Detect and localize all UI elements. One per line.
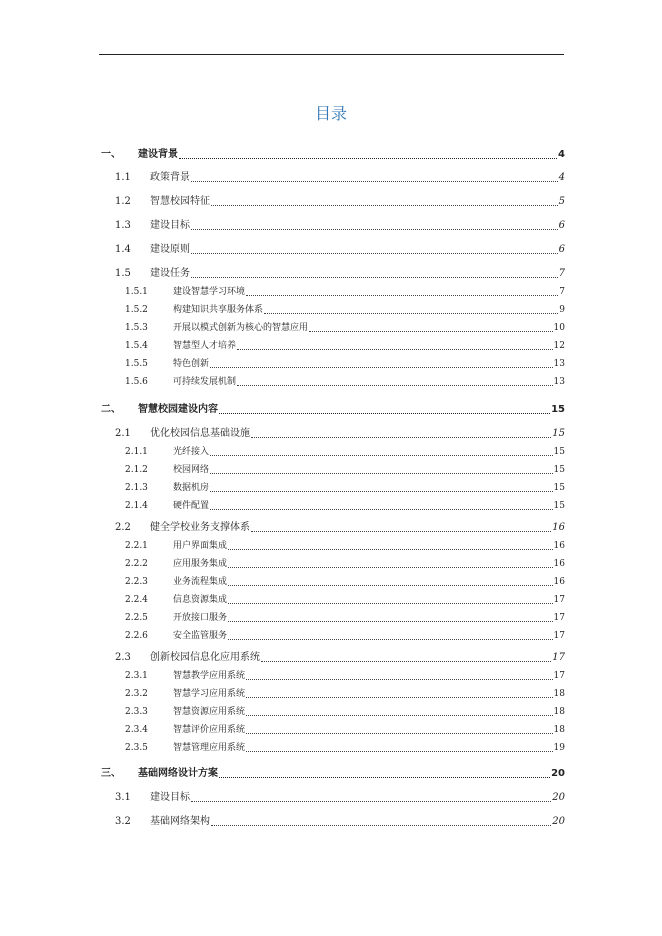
- toc-entry[interactable]: [125, 444, 565, 458]
- toc-entry-page: 6: [558, 244, 565, 255]
- toc-entry-page: 18: [553, 689, 565, 699]
- toc-entry[interactable]: [115, 520, 565, 534]
- toc-entry-page: 10: [553, 323, 565, 333]
- dot-leader: [191, 229, 558, 230]
- toc-entry-page: 4: [558, 149, 565, 160]
- toc-entry-title: 智慧教学应用系统: [173, 671, 246, 681]
- toc-entry[interactable]: [125, 574, 565, 588]
- toc-entry-number: 1.1: [115, 172, 131, 183]
- toc-entry[interactable]: [125, 704, 565, 718]
- dot-leader: [210, 367, 553, 368]
- toc-entry-title: 智慧评价应用系统: [173, 725, 246, 735]
- dot-leader: [246, 295, 558, 296]
- toc-entry[interactable]: [101, 402, 565, 416]
- toc-entry-page: 15: [552, 428, 565, 439]
- toc-entry-page: 17: [553, 613, 565, 623]
- toc-entry[interactable]: [125, 338, 565, 352]
- toc-entry-number: 2.1.1: [125, 447, 148, 457]
- dot-leader: [246, 715, 553, 716]
- header-rule: [99, 54, 564, 55]
- toc-entry-page: 12: [553, 341, 565, 351]
- toc-entry-title: 应用服务集成: [173, 559, 228, 569]
- toc-entry-page: 19: [553, 743, 565, 753]
- dot-leader: [219, 777, 550, 778]
- toc-entry-number: 1.4: [115, 244, 131, 255]
- toc-entry-number: 1.5.4: [125, 341, 148, 351]
- toc-entry[interactable]: [125, 592, 565, 606]
- toc-entry-page: 7: [558, 268, 565, 279]
- toc-entry-title: 数据机房: [173, 483, 210, 493]
- toc-entry-page: 20: [552, 792, 565, 803]
- toc-entry[interactable]: [115, 266, 565, 280]
- dot-leader: [228, 567, 553, 568]
- toc-entry-title: 建设智慧学习环境: [173, 287, 246, 297]
- toc-entry[interactable]: [115, 814, 565, 828]
- toc-entry-title: 业务流程集成: [173, 577, 228, 587]
- toc-entry-title: 政策背景: [150, 172, 190, 183]
- toc-title: 目录: [314, 104, 347, 123]
- dot-leader: [191, 253, 558, 254]
- toc-entry-title: 创新校园信息化应用系统: [150, 652, 260, 663]
- dot-leader: [237, 349, 553, 350]
- toc-entry-title: 智慧校园特征: [150, 196, 210, 207]
- toc-entry-number: 1.5.3: [125, 323, 148, 333]
- dot-leader: [191, 277, 558, 278]
- dot-leader: [228, 603, 553, 604]
- toc-entry-page: 15: [553, 465, 565, 475]
- toc-entry-title: 智慧校园建设内容: [138, 404, 218, 415]
- toc-entry[interactable]: [125, 686, 565, 700]
- dot-leader: [210, 509, 553, 510]
- toc-entry-page: 4: [558, 172, 565, 183]
- toc-entry-number: 2.2: [115, 522, 131, 533]
- toc-entry[interactable]: [125, 302, 565, 316]
- toc-entry[interactable]: [115, 218, 565, 232]
- toc-entry[interactable]: [125, 284, 565, 298]
- toc-entry-number: 2.3: [115, 652, 131, 663]
- toc-entry[interactable]: [125, 722, 565, 736]
- dot-leader: [179, 158, 557, 159]
- toc-entry-number: 1.5.1: [125, 287, 148, 297]
- dot-leader: [228, 585, 553, 586]
- dot-leader: [261, 661, 551, 662]
- toc-entry-title: 建设任务: [150, 268, 190, 279]
- dot-leader: [246, 679, 553, 680]
- toc-entry-number: 1.5.6: [125, 377, 148, 387]
- dot-leader: [264, 313, 558, 314]
- toc-entry-number: 2.3.3: [125, 707, 148, 717]
- toc-entry-title: 建设原则: [150, 244, 190, 255]
- dot-leader: [228, 621, 553, 622]
- dot-leader: [191, 801, 551, 802]
- toc-entry-title: 建设背景: [138, 149, 178, 160]
- toc-entry-page: 20: [551, 768, 565, 779]
- toc-entry-page: 16: [553, 559, 565, 569]
- toc-entry[interactable]: [125, 668, 565, 682]
- toc-entry-number: 2.2.6: [125, 631, 148, 641]
- toc-entry-number: 2.2.3: [125, 577, 148, 587]
- toc-entry-title: 用户界面集成: [173, 541, 228, 551]
- toc-entry-title: 可持续发展机制: [173, 377, 237, 387]
- toc-entry[interactable]: [115, 790, 565, 804]
- toc-entry-page: 15: [553, 501, 565, 511]
- dot-leader: [211, 205, 558, 206]
- toc-entry-number: 2.3.1: [125, 671, 148, 681]
- dot-leader: [237, 385, 553, 386]
- dot-leader: [191, 181, 558, 182]
- toc-entry[interactable]: [125, 462, 565, 476]
- toc-entry-title: 建设目标: [150, 220, 190, 231]
- dot-leader: [246, 733, 553, 734]
- toc-entry-title: 硬件配置: [173, 501, 210, 511]
- toc-entry[interactable]: [125, 498, 565, 512]
- toc-entry-title: 开展以模式创新为核心的智慧应用: [173, 323, 309, 333]
- toc-entry[interactable]: [115, 170, 565, 184]
- toc-entry[interactable]: [115, 194, 565, 208]
- toc-entry-title: 智慧型人才培养: [173, 341, 237, 351]
- toc-entry-title: 开放接口服务: [173, 613, 228, 623]
- toc-entry-number: 2.2.1: [125, 541, 148, 551]
- toc-entry[interactable]: [115, 426, 565, 440]
- toc-entry-number: 1.2: [115, 196, 131, 207]
- toc-entry-page: 16: [552, 522, 565, 533]
- dot-leader: [228, 639, 553, 640]
- toc-entry[interactable]: [125, 610, 565, 624]
- toc-entry-number: 2.1.4: [125, 501, 148, 511]
- toc-entry-page: 17: [553, 595, 565, 605]
- toc-entry-title: 智慧资源应用系统: [173, 707, 246, 717]
- toc-entry-title: 优化校园信息基础设施: [150, 428, 250, 439]
- toc-entry-number: 二、: [101, 404, 121, 415]
- dot-leader: [251, 531, 551, 532]
- toc-entry-number: 1.3: [115, 220, 131, 231]
- toc-entry-page: 18: [553, 707, 565, 717]
- toc-entry-title: 基础网络设计方案: [138, 768, 218, 779]
- toc-entry[interactable]: [125, 374, 565, 388]
- toc-entry-title: 安全监管服务: [173, 631, 228, 641]
- toc-entry[interactable]: [125, 628, 565, 642]
- dot-leader: [219, 413, 550, 414]
- dot-leader: [228, 549, 553, 550]
- dot-leader: [251, 437, 551, 438]
- toc-entry-page: 20: [552, 816, 565, 827]
- toc-entry-title: 基础网络架构: [150, 816, 210, 827]
- toc-entry-title: 校园网络: [173, 465, 210, 475]
- toc-entry[interactable]: [115, 242, 565, 256]
- dot-leader: [210, 491, 553, 492]
- toc-entry-number: 2.2.4: [125, 595, 148, 605]
- toc-entry-title: 信息资源集成: [173, 595, 228, 605]
- toc-entry-page: 6: [558, 220, 565, 231]
- toc-entry-page: 7: [559, 287, 565, 297]
- toc-entry[interactable]: [125, 356, 565, 370]
- toc-entry-page: 9: [559, 305, 565, 315]
- toc-entry-page: 15: [553, 483, 565, 493]
- toc-entry-number: 三、: [101, 768, 121, 779]
- toc-entry-number: 2.1.3: [125, 483, 148, 493]
- toc-entry-page: 16: [553, 577, 565, 587]
- toc-entry-number: 2.2.2: [125, 559, 148, 569]
- toc-entry[interactable]: [101, 766, 565, 780]
- toc-entry-title: 健全学校业务支撑体系: [150, 522, 250, 533]
- toc-entry-title: 智慧管理应用系统: [173, 743, 246, 753]
- toc-entry-title: 特色创新: [173, 359, 210, 369]
- dot-leader: [246, 697, 553, 698]
- toc-entry[interactable]: [115, 650, 565, 664]
- toc-entry-page: 13: [553, 359, 565, 369]
- toc-entry-number: 2.3.2: [125, 689, 148, 699]
- toc-entry-title: 建设目标: [150, 792, 190, 803]
- toc-entry[interactable]: [125, 556, 565, 570]
- dot-leader: [309, 331, 553, 332]
- toc-entry-title: 智慧学习应用系统: [173, 689, 246, 699]
- toc-entry-number: 1.5.2: [125, 305, 148, 315]
- toc-entry-number: 2.3.5: [125, 743, 148, 753]
- toc-entry-page: 17: [553, 671, 565, 681]
- toc-entry[interactable]: [101, 147, 565, 161]
- toc-entry-title: 光纤接入: [173, 447, 210, 457]
- toc-entry-page: 15: [553, 447, 565, 457]
- toc-entry[interactable]: [125, 480, 565, 494]
- toc-entry-number: 2.3.4: [125, 725, 148, 735]
- toc-entry-page: 13: [553, 377, 565, 387]
- toc-entry-number: 1.5.5: [125, 359, 148, 369]
- dot-leader: [211, 825, 551, 826]
- toc-entry-number: 一、: [101, 149, 121, 160]
- toc-entry-page: 17: [552, 652, 565, 663]
- toc-entry-number: 2.1: [115, 428, 131, 439]
- dot-leader: [246, 751, 553, 752]
- toc-entry[interactable]: [125, 320, 565, 334]
- toc-entry-number: 2.2.5: [125, 613, 148, 623]
- toc-entry[interactable]: [125, 740, 565, 754]
- toc-entry[interactable]: [125, 538, 565, 552]
- toc-entry-page: 5: [558, 196, 565, 207]
- toc-entry-number: 3.2: [115, 816, 131, 827]
- toc-entry-number: 3.1: [115, 792, 131, 803]
- toc-entry-number: 2.1.2: [125, 465, 148, 475]
- dot-leader: [210, 455, 553, 456]
- toc-entry-page: 18: [553, 725, 565, 735]
- toc-entry-page: 15: [551, 404, 565, 415]
- toc-entry-page: 16: [553, 541, 565, 551]
- toc-entry-page: 17: [553, 631, 565, 641]
- toc-entry-title: 构建知识共享服务体系: [173, 305, 264, 315]
- dot-leader: [210, 473, 553, 474]
- toc-entry-number: 1.5: [115, 268, 131, 279]
